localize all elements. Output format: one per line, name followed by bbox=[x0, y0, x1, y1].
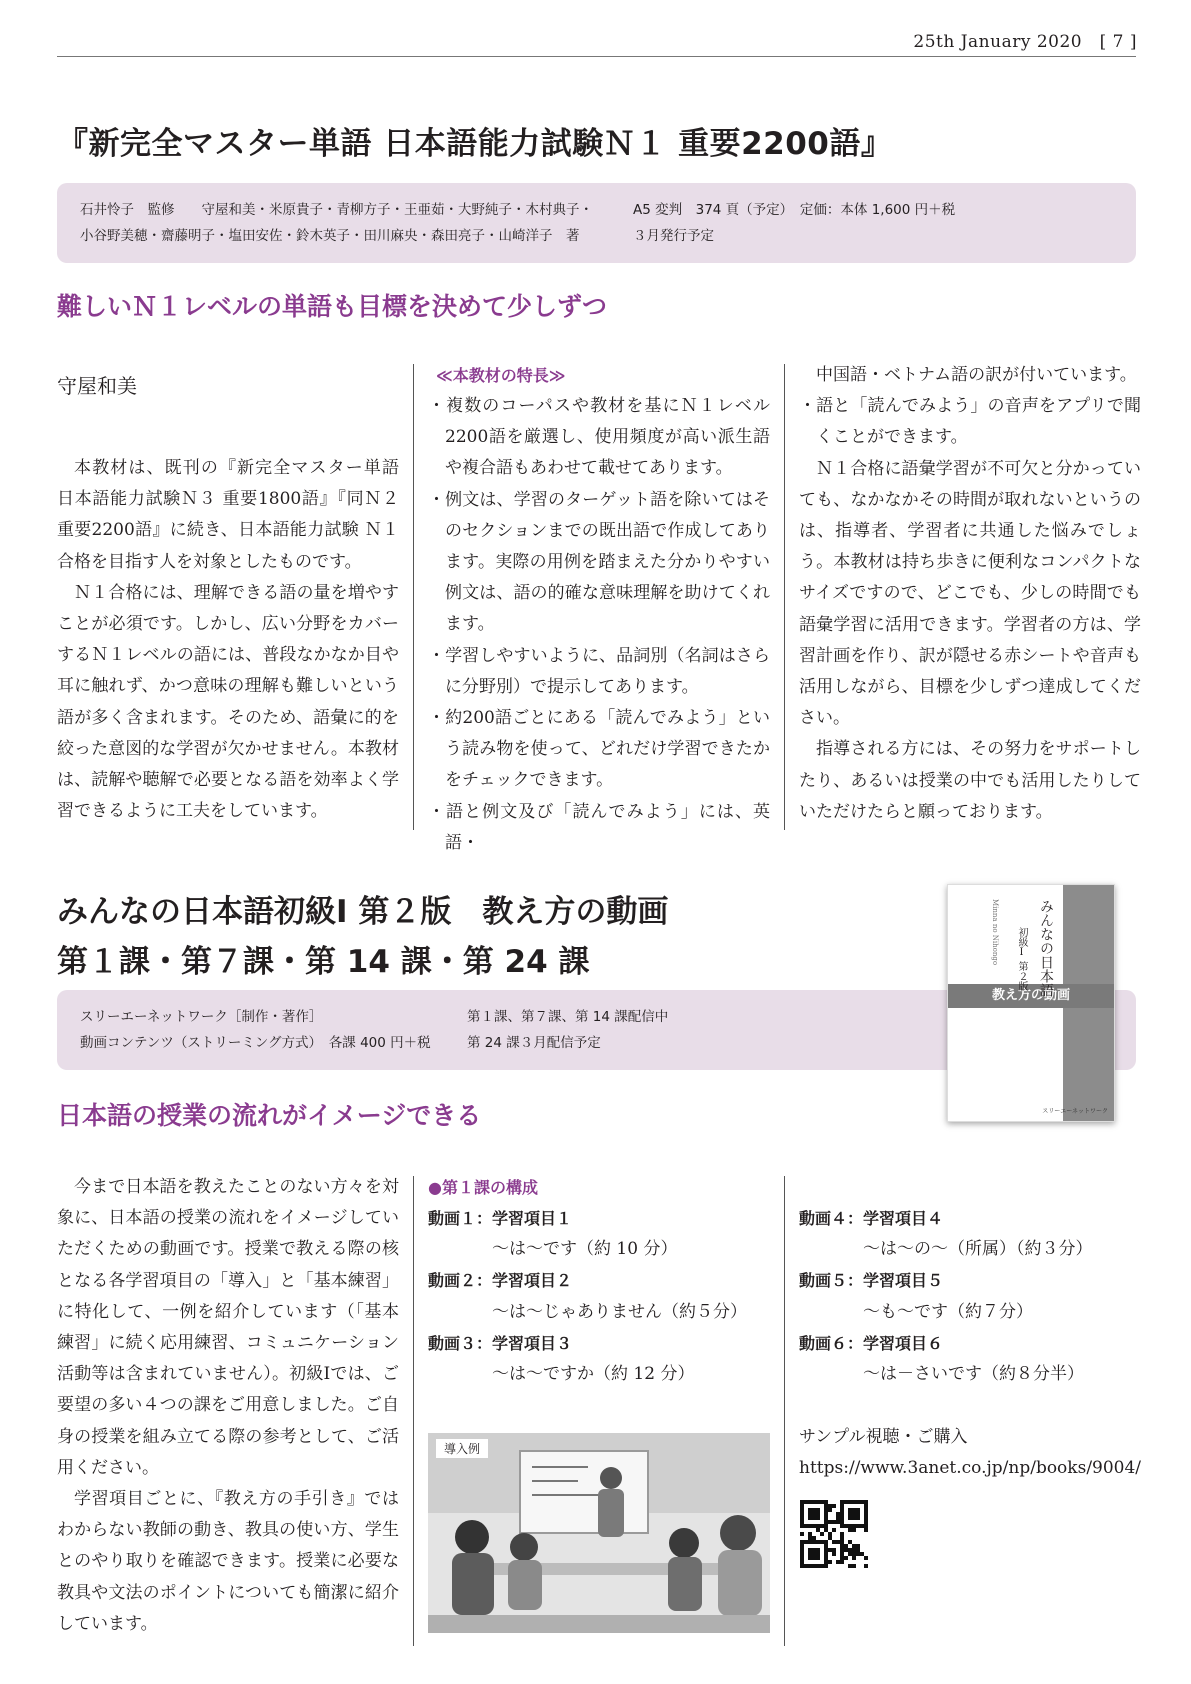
cover-publisher: スリーエーネットワーク bbox=[1042, 1108, 1108, 1115]
article2-title-line2: 第１課・第７課・第 14 課・第 24 課 bbox=[57, 944, 590, 980]
production-line-2: 動画コンテンツ（ストリーミング方式） 各課 400 円＋税 bbox=[80, 1035, 431, 1051]
qr-code[interactable] bbox=[800, 1500, 868, 1568]
article2-para-2: 学習項目ごとに、『教え方の手引き』ではわからない教師の動き、教具の使い方、学生とのやり取りを確認できます。授業に必要な教具や文法のポイントについても簡潔に紹介しています。 bbox=[57, 1489, 399, 1634]
video-2-label: 動画２：学習項目２ bbox=[428, 1271, 573, 1291]
qr-code-graphic bbox=[800, 1500, 868, 1568]
article2-production bbox=[80, 1004, 431, 1056]
article2-para-1: 今まで日本語を教えたことのない方々を対象に、日本語の授業の流れをイメージしていただくための動画です。授業で教える際の核となる各学習項目の「導入」と「基本練習」に特化して、一例を紹介しています（「基本練習」に続く応用練習、コミュニケーション活動等は含まれていません）。初級Ⅰでは、ご要望の多い４つの課をご用意しました。ご自身の授業を組み立てる際の参考として、ご活用ください。 bbox=[57, 1177, 399, 1478]
article1-para-3: Ｎ１合格に語彙学習が不可欠と分かっていても、なかなかその時間が取れないというのは、指導者、学習者に共通した悩みでしょう。本教材は持ち歩きに便利なコンパクトなサイズですので、どこでも、少しの時間でも語彙学習に活用できます。学習者の方は、学習計画を作り、訳が隠せる赤シートや音声も活用しながら、目標を少しずつ達成してください。 bbox=[799, 458, 1141, 729]
feature-item: ・語と「読んでみよう」の音声をアプリで聞くことができます。 bbox=[799, 396, 1141, 448]
feature-item: ・例文は、学習のターゲット語を除いてはそのセクションまでの既出語で作成してあります。実際の用例を踏まえた分かりやすい例文は、語の的確な意味理解を助けてくれます。 bbox=[428, 489, 770, 635]
cover-subtitle: 初級Ⅰ 第２版 bbox=[1016, 927, 1027, 992]
feature-item: ・学習しやすいように、品詞別（名詞はさらに分野別）で提示してあります。 bbox=[428, 645, 770, 697]
column-divider bbox=[413, 364, 414, 830]
video-1-label: 動画１：学習項目１ bbox=[428, 1209, 573, 1228]
video-5-label: 動画５：学習項目５ bbox=[799, 1271, 944, 1291]
article2-col3 bbox=[799, 1203, 1141, 1390]
article1-para-1: 本教材は、既刊の『新完全マスター単語 日本語能力試験Ｎ３ 重要1800語』『同Ｎ２ 重要2200語』に続き、日本語能力試験 Ｎ１合格を目指す人を対象としたものです。 bbox=[57, 458, 399, 572]
classroom-illustration bbox=[428, 1433, 770, 1633]
structure-heading: ●第１課の構成 bbox=[428, 1178, 538, 1197]
spec-line-1: A5 変判 374 頁（予定） 定価：本体 1,600 円＋税 bbox=[633, 202, 956, 218]
article2-col1 bbox=[57, 1172, 399, 1640]
cover-band: 教え方の動画 bbox=[948, 984, 1114, 1008]
video-3-desc: 〜は〜ですか（約 12 分） bbox=[492, 1364, 695, 1385]
article1-info-box bbox=[57, 183, 1136, 263]
credit-line-1: 石井怜子 監修 守屋和美・米原貴子・青柳方子・王亜茹・大野純子・木村典子・ bbox=[80, 202, 593, 218]
cover-title: みんなの日本語 bbox=[1038, 899, 1054, 997]
video-3-label: 動画３：学習項目３ bbox=[428, 1333, 573, 1353]
article1-credits bbox=[80, 197, 593, 249]
article2-subheading: 日本語の授業の流れがイメージできる bbox=[57, 1101, 482, 1130]
article2-col2 bbox=[428, 1172, 770, 1390]
video-1-desc: 〜は〜です（約 10 分） bbox=[492, 1239, 678, 1260]
credit-line-2: 小谷野美穂・齋藤明子・塩田安佐・鈴木英子・田川麻央・森田亮子・山崎洋子 著 bbox=[80, 228, 580, 244]
feature-item: ・複数のコーパスや教材を基にＮ１レベル2200語を厳選し、使用頻度が高い派生語や複合語もあわせて載せてあります。 bbox=[428, 396, 770, 479]
article2-title-line1: みんなの日本語初級Ⅰ 第２版 教え方の動画 bbox=[57, 894, 669, 930]
column-divider bbox=[784, 364, 785, 830]
article1-col2 bbox=[428, 360, 770, 859]
feature-item: ・約200語ごとにある「読んでみよう」という読み物を使って、どれだけ学習できたかをチェックできます。 bbox=[428, 708, 770, 791]
article1-title: 『新完全マスター単語 日本語能力試験Ｎ１ 重要2200語』 bbox=[57, 126, 893, 162]
video-6-desc: 〜は－さいです（約８分半） bbox=[863, 1364, 1084, 1385]
photo-label: 導入例 bbox=[436, 1439, 488, 1458]
column-divider bbox=[784, 1176, 785, 1646]
features-heading: ≪本教材の特長≫ bbox=[436, 366, 566, 385]
article1-author: 守屋和美 bbox=[57, 374, 137, 398]
header-rule bbox=[57, 56, 1136, 57]
availability-line-1: 第１課、第７課、第 14 課配信中 bbox=[467, 1009, 669, 1025]
article1-col1 bbox=[57, 453, 399, 827]
availability-line-2: 第 24 課３月配信予定 bbox=[467, 1035, 601, 1051]
page-header: 25th January 2020 [ 7 ] bbox=[913, 32, 1137, 52]
video-4-label: 動画４：学習項目４ bbox=[799, 1209, 944, 1228]
article1-para-2: Ｎ１合格には、理解できる語の量を増やすことが必須です。しかし、広い分野をカバーするＮ１レベルの語には、普段なかなか目や耳に触れず、かつ意味の理解も難しいという語が多く含まれます。そのため、語彙に的を絞った意図的な学習が欠かせません。本教材は、読解や聴解で必要となる語を効率よく学習できるように工夫をしています。 bbox=[57, 582, 399, 822]
video-2-desc: 〜は〜じゃありません（約５分） bbox=[492, 1301, 747, 1322]
video-5-desc: 〜も〜です（約７分） bbox=[863, 1301, 1033, 1322]
cover-en-title: Minna no Nihongo bbox=[991, 899, 999, 966]
article2-availability bbox=[467, 1004, 668, 1056]
article1-para-4: 指導される方には、その努力をサポートしたり、あるいは授業の中でも活用したりしていただけたらと願っております。 bbox=[799, 739, 1141, 822]
video-6-label: 動画６：学習項目６ bbox=[799, 1333, 944, 1353]
purchase-url[interactable]: https://www.3anet.co.jp/np/books/9004/ bbox=[799, 1458, 1142, 1478]
video-4-desc: 〜は〜の〜（所属）（約３分） bbox=[863, 1239, 1093, 1260]
sample-purchase-label: サンプル視聴・ご購入 bbox=[799, 1427, 968, 1447]
column-divider bbox=[413, 1176, 414, 1646]
feature-continued: 中国語・ベトナム語の訳が付いています。 bbox=[816, 365, 1137, 385]
article1-col3 bbox=[799, 360, 1141, 828]
article1-specs bbox=[633, 197, 955, 249]
article1-subheading: 難しいＮ１レベルの単語も目標を決めて少しずつ bbox=[57, 292, 608, 321]
book-cover bbox=[947, 884, 1115, 1122]
classroom-photo bbox=[428, 1433, 770, 1633]
spec-line-2: ３月発行予定 bbox=[633, 228, 714, 244]
feature-item: ・語と例文及び「読んでみよう」には、英語・ bbox=[428, 801, 770, 853]
production-line-1: スリーエーネットワーク［制作・著作］ bbox=[80, 1009, 323, 1025]
